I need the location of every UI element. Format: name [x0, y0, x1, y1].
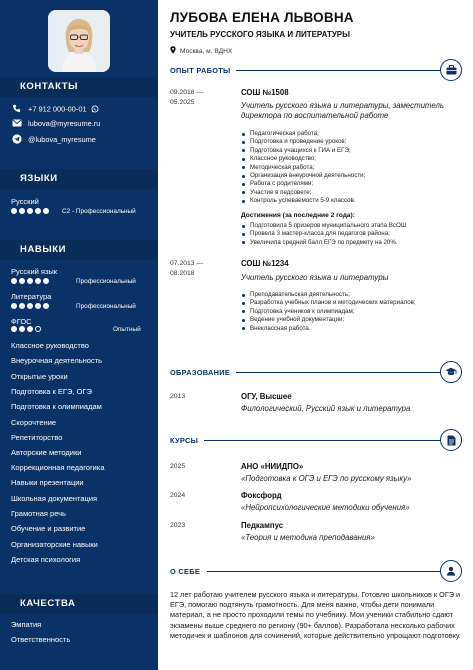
- rating-dot-empty: [35, 326, 41, 332]
- skill-item: Школьная документация: [11, 494, 98, 503]
- job-dates: [170, 88, 203, 108]
- rating-dot-filled: [19, 303, 25, 309]
- rating-dot-filled: [43, 278, 49, 284]
- skill-item: Подготовка к олимпиадам: [11, 402, 102, 411]
- skill-rated-name: Литература: [11, 292, 52, 301]
- skill-rated-name: ФГОС: [11, 317, 32, 326]
- skill-item: Обучение и развитие: [11, 524, 86, 533]
- course-year: 2023: [170, 522, 186, 529]
- skill-rated-level: Профессиональный: [76, 278, 136, 285]
- job-achievements: [241, 222, 461, 247]
- achievement-item: Провела 3 мастер-класса для педагогов района;: [241, 230, 461, 238]
- rating-dot-filled: [19, 326, 25, 332]
- rating-dot-filled: [11, 326, 17, 332]
- skill-rated-dots: [11, 278, 49, 284]
- quality-item: Эмпатия: [11, 620, 42, 629]
- section-divider: [236, 372, 440, 373]
- skills-heading: [0, 240, 158, 260]
- contact-email[interactable]: [12, 119, 100, 129]
- course-provider: Фоксфорд: [241, 491, 282, 500]
- rating-dot-filled: [27, 278, 33, 284]
- rating-dot-filled: [11, 303, 17, 309]
- skill-item: Открытые уроки: [11, 372, 68, 381]
- experience-title: ОПЫТ РАБОТЫ: [170, 66, 231, 75]
- job-dates: [170, 259, 203, 279]
- graduation-cap-icon: [445, 367, 457, 377]
- rating-dot-filled: [43, 303, 49, 309]
- location-text: Москва, м. ВДНХ: [180, 47, 233, 55]
- job-date-start: 09.2018 —: [170, 89, 204, 96]
- course-name: «Подготовка к ОГЭ и ЕГЭ по русскому языку»: [241, 474, 412, 483]
- job-date-end: 05.2025: [170, 99, 195, 106]
- briefcase-icon: [446, 65, 457, 75]
- skill-item: Грамотная речь: [11, 509, 66, 518]
- duty-item: Разработка учебных планов и методических материалов;: [241, 299, 446, 307]
- quality-item: Ответственность: [11, 635, 71, 644]
- education-year: 2013: [170, 393, 186, 400]
- job-employer: СОШ №1234: [241, 259, 289, 268]
- course-provider: Педкампус: [241, 521, 284, 530]
- language-level-text: C2 - Профессиональный: [62, 208, 136, 215]
- telegram-icon: [12, 134, 24, 146]
- job-duties: [241, 291, 446, 333]
- duty-item: Работа с родителями;: [241, 180, 461, 188]
- contact-email-text: lubova@myresume.ru: [28, 119, 101, 128]
- rating-dot-filled: [35, 278, 41, 284]
- contact-telegram[interactable]: [12, 134, 96, 146]
- education-org: ОГУ, Высшее: [241, 392, 292, 401]
- rating-dot-filled: [11, 208, 17, 214]
- contacts-title: КОНТАКТЫ: [20, 81, 79, 92]
- duty-item: Организация внеурочной деятельности;: [241, 172, 461, 180]
- rating-dot-filled: [27, 303, 33, 309]
- duty-item: Методическая работа;: [241, 164, 461, 172]
- skill-item: Скорочтение: [11, 418, 57, 427]
- duty-item: Внеклассная работа.: [241, 325, 446, 333]
- course-year: 2024: [170, 492, 186, 499]
- skill-item: Классное руководство: [11, 341, 89, 350]
- about-badge: [440, 560, 462, 582]
- duty-item: Контроль успеваемости 5-9 классов.: [241, 197, 461, 205]
- job-title: УЧИТЕЛЬ РУССКОГО ЯЗЫКА И ЛИТЕРАТУРЫ: [170, 30, 350, 39]
- course-name: «Нейропсихологические методики обучения»: [241, 503, 410, 512]
- duty-item: Ведение учебной документации;: [241, 316, 446, 324]
- duty-item: Подготовка и проведение уроков;: [241, 138, 461, 146]
- skills-title: НАВЫКИ: [20, 244, 67, 255]
- job-date-end: 08.2018: [170, 270, 195, 277]
- duty-item: Преподавательская деятельность;: [241, 291, 446, 299]
- job-duties: [241, 130, 461, 206]
- skill-item: Детская психология: [11, 555, 81, 564]
- rating-dot-filled: [35, 303, 41, 309]
- skill-item: Организаторские навыки: [11, 540, 98, 549]
- languages-heading: [0, 169, 158, 189]
- qualities-title: КАЧЕСТВА: [20, 598, 76, 609]
- experience-badge: [440, 59, 462, 81]
- achievement-item: Подготовила 5 призеров муниципального этапа ВсОШ: [241, 222, 461, 230]
- about-title: О СЕБЕ: [170, 567, 201, 576]
- languages-title: ЯЗЫКИ: [20, 173, 58, 184]
- course-provider: АНО «НИИДПО»: [241, 462, 304, 471]
- user-icon: [446, 566, 456, 576]
- contact-phone-text: +7 912 000-00-01: [28, 104, 87, 114]
- language-level-dots: [11, 208, 49, 214]
- skill-item: Внеурочная деятельность: [11, 356, 103, 365]
- skill-rated-level: Профессиональный: [76, 303, 136, 310]
- skill-rated-level: Опытный: [113, 326, 141, 333]
- education-detail: Филологический, Русский язык и литература: [241, 404, 411, 413]
- phone-icon: [12, 104, 24, 115]
- location-pin-icon: [170, 46, 176, 56]
- skill-item: Навыки презентации: [11, 478, 84, 487]
- whatsapp-icon: [91, 105, 99, 115]
- duty-item: Участие в педсовете;: [241, 189, 461, 197]
- job-role: Учитель русского языка и литературы, заместитель директора по воспитательной работе: [241, 101, 444, 120]
- course-name: «Теория и методика преподавания»: [241, 533, 375, 542]
- location: [170, 46, 232, 56]
- portrait-image: [48, 10, 110, 72]
- rating-dot-filled: [27, 326, 33, 332]
- duty-item: Подготовка учеников к олимпиадам;: [241, 308, 446, 316]
- skill-item: Коррекционная педагогика: [11, 463, 105, 472]
- achievements-title: Достижения (за последние 2 года):: [241, 212, 355, 219]
- full-name: ЛУБОВА ЕЛЕНА ЛЬВОВНА: [170, 10, 354, 25]
- language-name: Русский: [11, 197, 39, 206]
- duty-item: Подготовка учащихся к ГИА и ЕГЭ;: [241, 147, 461, 155]
- skill-rated-name: Русский язык: [11, 267, 58, 276]
- contact-telegram-text: @lubova_myresume: [28, 134, 96, 144]
- about-text: 12 лет работаю учителем русского языка и литературы. Готовлю школьников к ОГЭ и ЕГЭ, помогаю подтянуть грамотность. Для меня важно, чтобы дети понимали материал, а не просто проходили темы по учебнику. Мои ученики стабильно сдают экзамены выше среднего по региону (90+ баллов). Разработала несколько рабочих методичек и шаблонов для сочинений, которые действительно упрощают подготовку.: [170, 590, 461, 640]
- certificate-icon: [447, 435, 456, 446]
- job-date-start: 07.2013 —: [170, 260, 204, 267]
- education-title: ОБРАЗОВАНИЕ: [170, 368, 231, 377]
- rating-dot-filled: [11, 278, 17, 284]
- skill-item: Авторские методики: [11, 448, 82, 457]
- mail-icon: [12, 119, 24, 129]
- rating-dot-filled: [35, 208, 41, 214]
- skill-rated-dots: [11, 303, 49, 309]
- courses-badge: [440, 429, 462, 451]
- section-divider: [207, 571, 440, 572]
- skill-item: Репетиторство: [11, 433, 63, 442]
- achievement-item: Увеличила средний балл ЕГЭ по предмету на 20%.: [241, 239, 461, 247]
- job-employer: СОШ №1508: [241, 88, 289, 97]
- contact-phone[interactable]: [12, 104, 99, 115]
- contacts-heading: [0, 77, 158, 97]
- course-year: 2025: [170, 463, 186, 470]
- skill-item: Подготовка к ЕГЭ, ОГЭ: [11, 387, 92, 396]
- sidebar: [0, 0, 158, 670]
- skill-rated-dots: [11, 326, 41, 332]
- rating-dot-filled: [19, 208, 25, 214]
- qualities-heading: [0, 594, 158, 614]
- rating-dot-filled: [43, 208, 49, 214]
- section-divider: [236, 70, 440, 71]
- section-divider: [204, 440, 440, 441]
- rating-dot-filled: [27, 208, 33, 214]
- rating-dot-filled: [19, 278, 25, 284]
- courses-title: КУРСЫ: [170, 436, 199, 445]
- education-badge: [440, 361, 462, 383]
- duty-item: Классное руководство;: [241, 155, 461, 163]
- job-role: Учитель русского языка и литературы: [241, 273, 389, 282]
- duty-item: Педагогическая работа;: [241, 130, 461, 138]
- profile-photo: [48, 10, 110, 72]
